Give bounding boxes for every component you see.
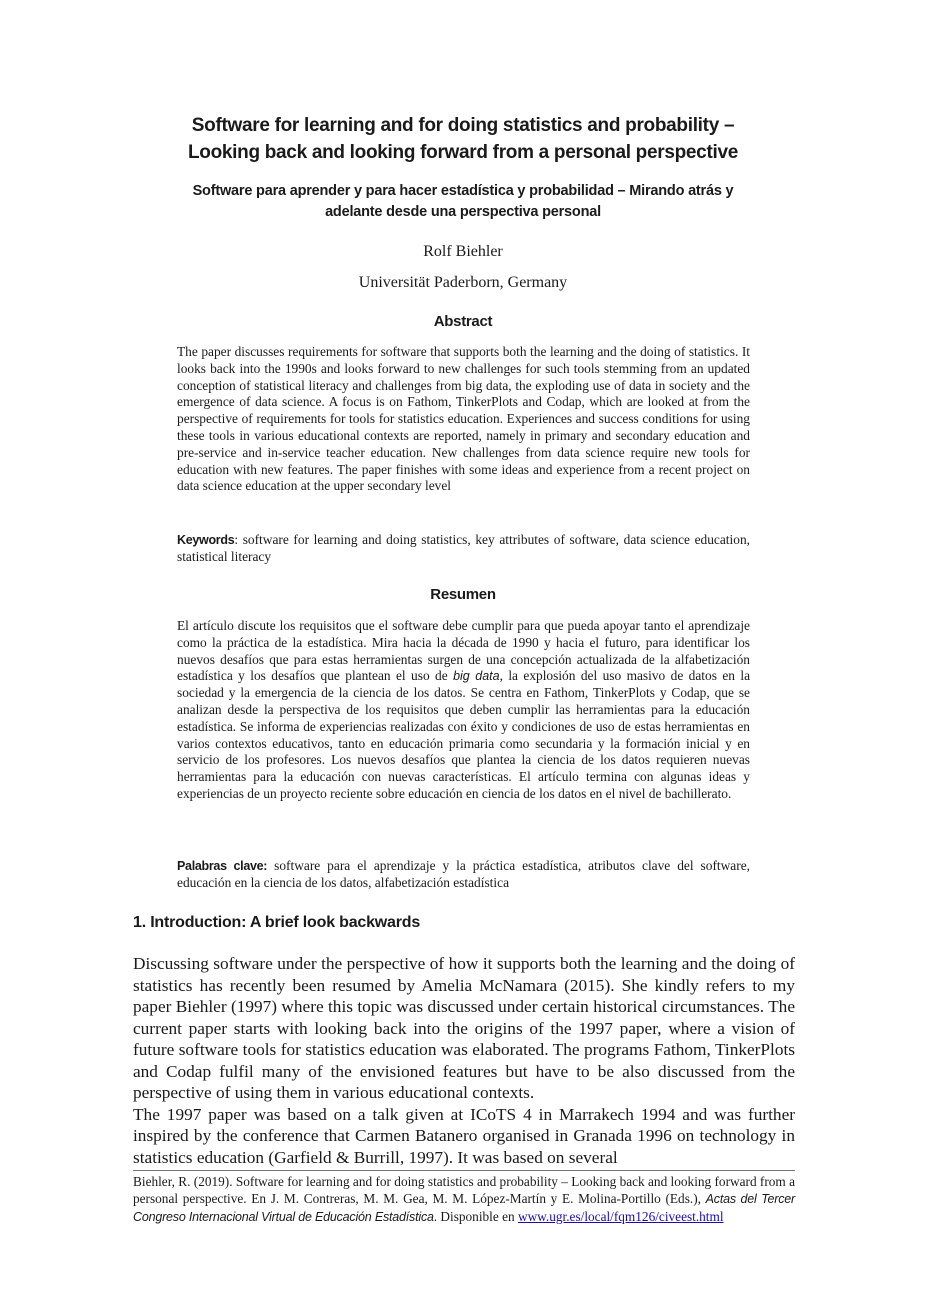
- resumen-text-part-1: El artículo discute los requisitos que el software debe cumplir para que pueda apoyar tanto el aprendizaje como la práctica de la estadística. Mira hacia la década de 1990 y hacia el futuro, para identificar los nuevos desafíos que para estas herramientas surgen de una concepción actualizada de la alfabetización estadística y los desafíos que plantean el uso de: [177, 618, 750, 684]
- footnote-link[interactable]: www.ugr.es/local/fqm126/civeest.html: [517, 1209, 724, 1224]
- paper-title: [100, 112, 826, 166]
- paper-subtitle: [110, 181, 816, 223]
- abstract-text: The paper discusses requirements for software that supports both the learning and the doing of statistics. It looks back into the 1990s and looks forward to new challenges for such tools stemming from an updated conception of statistical literacy and challenges from big data, the exploding use of data in society and the emergence of data science. A focus is on Fathom, TinkerPlots and Codap, which are looked at from the perspective of requirements for tools for statistics education. Experiences and success conditions for using these tools in various educational contexts are reported, namely in primary and secondary education and pre-service and in-service teacher education. New challenges from data science require new tools for education with new features. The paper finishes with some ideas and experience from a recent project on data science education at the upper secondary level: [177, 344, 750, 494]
- subtitle-line-1: Software para aprender y para hacer estadística y probabilidad – Mirando atrás y: [192, 183, 734, 199]
- resumen-italic-term: big data: [453, 669, 500, 684]
- footnote-part-1: Biehler, R. (2019). Software for learning and for doing statistics and probability – Looking back and looking forward from a personal perspective. En J. M. Contreras, M. M. Gea, M. M. López-Martín y E. Molina-Portillo (Eds.),: [133, 1174, 795, 1206]
- body-paragraph-2: The 1997 paper was based on a talk given at ICoTS 4 in Marrakech 1994 and was further inspired by the conference that Carmen Batanero organised in Granada 1996 on technology in statistics education (Garfield & Burrill, 1997). It was based on several: [133, 1104, 795, 1167]
- body-paragraph-1: Discussing software under the perspective of how it supports both the learning and the doing of statistics has recently been resumed by Amelia McNamara (2015). She kindly refers to my paper Biehler (1997) where this topic was discussed under certain historical circumstances. The current paper starts with looking back into the origins of the 1997 paper, where a vision of future software tools for statistics education was elaborated. The programs Fathom, TinkerPlots and Codap fulfil many of the envisioned features but have to be also discussed from the perspective of using them in various educational contexts.: [133, 954, 795, 1102]
- palabras-clave: [177, 858, 750, 892]
- body-text: [133, 953, 795, 1170]
- abstract-heading: Abstract: [433, 313, 493, 330]
- resumen-text: [177, 618, 750, 803]
- subtitle-line-2: adelante desde una perspectiva personal: [325, 204, 601, 220]
- author-name: Rolf Biehler: [423, 243, 503, 260]
- resumen-heading: Resumen: [430, 586, 496, 603]
- footnote-italic-title: Actas del Tercer Congreso Internacional Virtual de Educación Estadística: [133, 1192, 796, 1224]
- section-heading: 1. Introduction: A brief look backwards: [133, 914, 421, 931]
- title-line-1: Software for learning and for doing statistics and probability –: [191, 115, 735, 136]
- keywords-text: : software for learning and doing statistics, key attributes of software, data science education, statistical literacy: [177, 532, 750, 564]
- citation-footnote: [133, 1173, 795, 1226]
- title-line-2: Looking back and looking forward from a personal perspective: [187, 142, 738, 163]
- author-affiliation: Universität Paderborn, Germany: [358, 274, 568, 291]
- keywords-label: Keywords: [177, 533, 235, 547]
- footnote-rule: [133, 1170, 795, 1171]
- resumen-text-part-2: , la explosión del uso masivo de datos en la sociedad y la emergencia de la ciencia de los datos. Se centra en Fathom, TinkerPlots y Codap, que se analizan desde la perspectiva de los requisitos que deben cumplir las herramientas para la educación estadística. Se informa de experiencias realizadas con éxito y condiciones de uso de estas herramientas en varios contextos educativos, tanto en educación primaria como secundaria y la formación inicial y en servicio de los profesores. Los nuevos desafíos que plantea la ciencia de los datos requieren nuevas herramientas para la educación con nuevas características. El artículo termina con algunas ideas y experiencias de un proyecto reciente sobre educación en ciencia de los datos en el nivel de bachillerato.: [177, 668, 751, 801]
- palabras-clave-text: software para el aprendizaje y la práctica estadística, atributos clave del software, educación en la ciencia de los datos, alfabetización estadística: [177, 858, 750, 890]
- keywords: [177, 532, 750, 566]
- palabras-clave-label: Palabras clave:: [177, 859, 268, 873]
- footnote-part-2: . Disponible en: [433, 1209, 518, 1224]
